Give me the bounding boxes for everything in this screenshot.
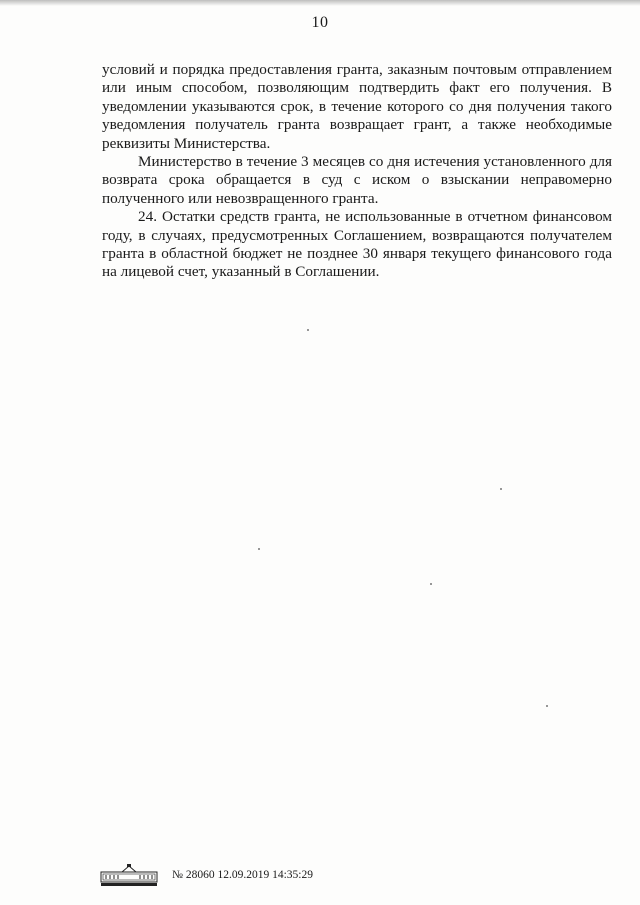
scan-speck	[307, 329, 309, 331]
registration-stamp: № 28060 12.09.2019 14:35:29	[172, 869, 313, 881]
scan-speck	[546, 705, 548, 707]
document-footer	[100, 862, 313, 888]
paragraph-court-claim: Министерство в течение 3 месяцев со дня истечения установленного для возврата срока обращается в суд с иском о взыскании неправомерно полученного или невозвращенного гранта.	[102, 153, 612, 207]
registry-building-logo-icon	[100, 863, 158, 887]
paragraph-continuation: условий и порядка предоставления гранта, заказным почтовым отправлением или иным способом, позволяющим подтвердить факт его получения. В уведомлении указываются срок, в течение которого со дня получения такого уведомления получатель гранта возвращает грант, а также необходимые реквизиты Министерства.	[102, 61, 612, 152]
scan-speck	[500, 488, 502, 490]
page-number: 10	[311, 14, 329, 31]
document-body	[102, 61, 612, 282]
scan-speck	[430, 583, 432, 585]
scan-edge-shadow	[0, 0, 640, 6]
paragraph-item-24: 24. Остатки средств гранта, не использованные в отчетном финансовом году, в случаях, предусмотренных Соглашением, возвращаются получателем гранта в областной бюджет не позднее 30 января текущего финансового года на лицевой счет, указанный в Соглашении.	[102, 208, 612, 281]
scan-speck	[258, 548, 260, 550]
